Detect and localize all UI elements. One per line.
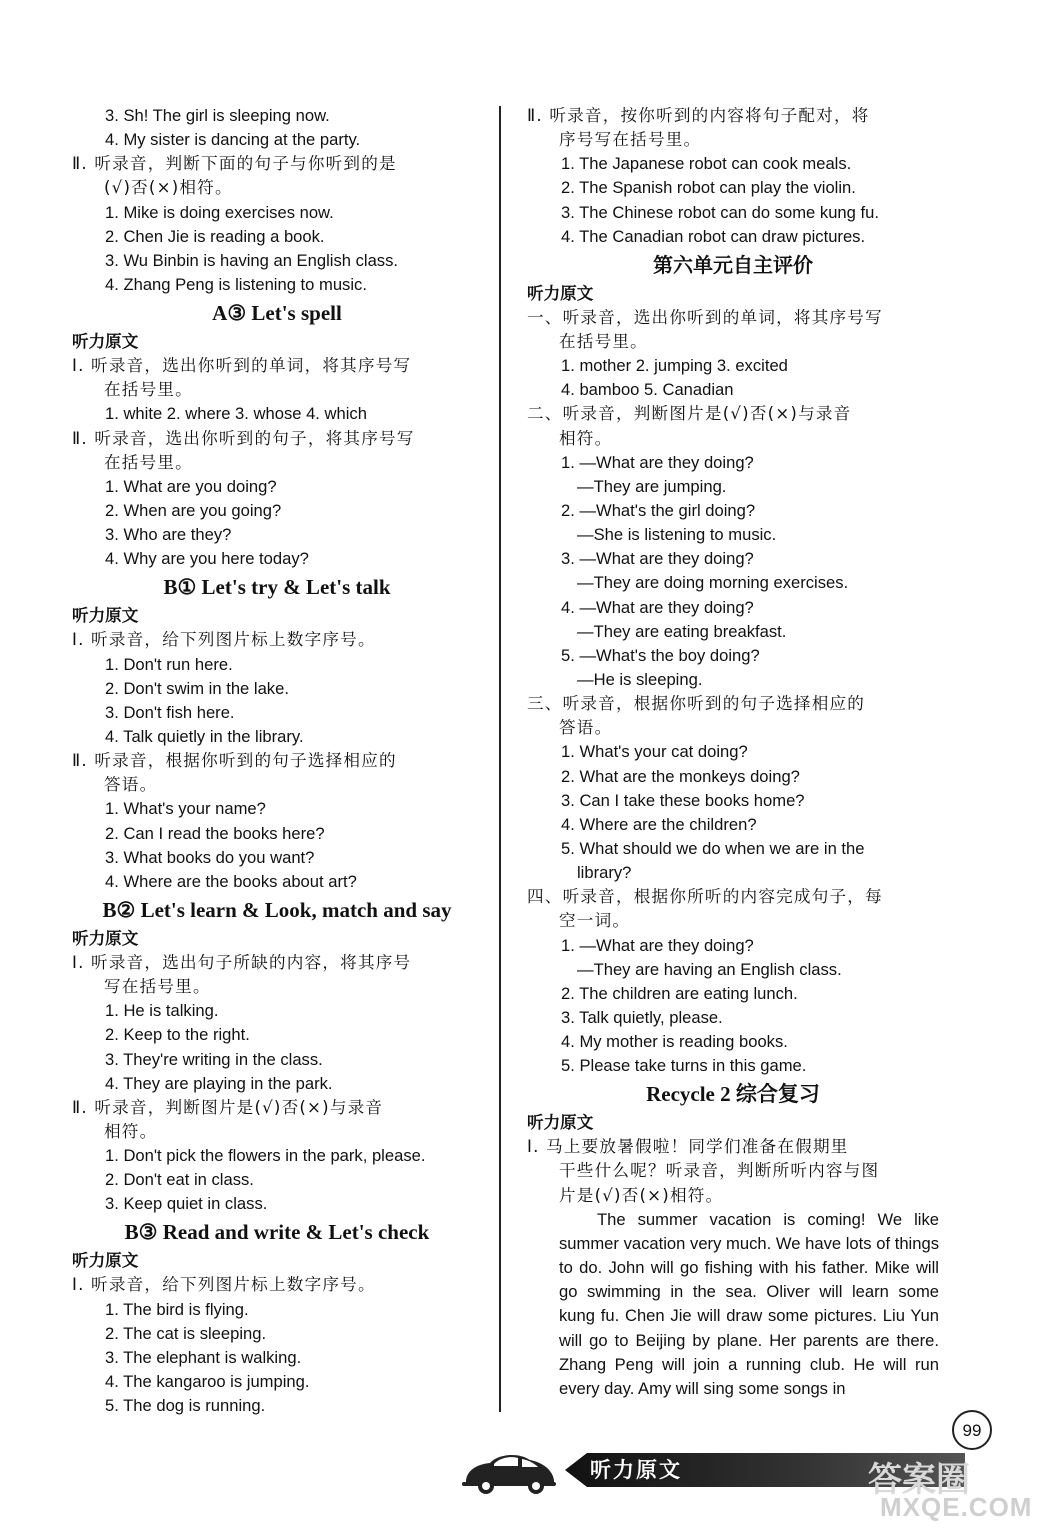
- question-instruction: Ⅰ. 听录音，给下列图片标上数字序号。: [72, 630, 376, 650]
- list-item: 1. Don't run here.: [105, 654, 233, 674]
- watermark-url: MXQE.COM: [880, 1492, 1033, 1522]
- page-number: 99: [952, 1410, 992, 1450]
- list-item: 4. Why are you here today?: [105, 549, 309, 569]
- list-item: 1. mother 2. jumping 3. excited: [561, 356, 788, 376]
- question-instruction: Ⅱ. 听录音，根据你听到的句子选择相应的: [72, 751, 397, 771]
- question-instruction-cont: 答语。: [559, 718, 613, 738]
- list-item: 5. What should we do when we are in the: [561, 838, 865, 858]
- watermark-logo: 答案圈: [868, 1460, 970, 1500]
- list-item: 3. What books do you want?: [105, 847, 315, 867]
- list-item: —He is sleeping.: [577, 669, 703, 689]
- list-item: 4. Talk quietly in the library.: [105, 726, 304, 746]
- list-item: 1. —What are they doing?: [561, 935, 754, 955]
- list-item: 1. The bird is flying.: [105, 1299, 249, 1319]
- list-item: 1. The Japanese robot can cook meals.: [561, 154, 852, 174]
- passage-text: The summer vacation is coming! We like summer vacation very much. We have lots of things to do. John will go fishing with his father. Mike will go swimming in the sea. Oliver will learn some kung fu. Chen Jie will draw some pictures. Liu Yun will go to Beijing by plane. Her parents are there. Zhang Peng will join a running club. He will run every day. Amy will sing some songs in: [559, 1209, 939, 1398]
- list-item: 5. —What's the boy doing?: [561, 645, 760, 665]
- footer-label: 听力原文: [590, 1458, 682, 1482]
- question-instruction: Ⅱ. 听录音，按你听到的内容将句子配对，将: [527, 106, 870, 125]
- question-instruction: 三、听录音，根据你听到的句子选择相应的: [527, 694, 866, 714]
- question-instruction-cont: 在括号里。: [104, 452, 193, 472]
- question-instruction-cont: 写在括号里。: [104, 977, 211, 997]
- list-item: 2. When are you going?: [105, 500, 282, 520]
- list-item: 4. The Canadian robot can draw pictures.: [561, 226, 866, 246]
- right-column: [527, 104, 939, 1401]
- list-item: 1. What's your cat doing?: [561, 742, 748, 762]
- section-title: A③ Let's spell: [212, 301, 342, 326]
- list-item: —They are eating breakfast.: [577, 621, 787, 641]
- list-item: 4. My mother is reading books.: [561, 1032, 788, 1052]
- section-label: 听力原文: [72, 1251, 139, 1271]
- list-item: library?: [577, 863, 632, 883]
- list-item: —They are doing morning exercises.: [577, 573, 849, 593]
- question-instruction: Ⅱ. 听录音，选出你听到的句子，将其序号写: [72, 428, 415, 448]
- list-item: 4. bamboo 5. Canadian: [561, 380, 734, 400]
- list-item: 1. Don't pick the flowers in the park, please.: [105, 1146, 426, 1166]
- list-item: 3. The Chinese robot can do some kung fu.: [561, 202, 879, 222]
- question-instruction: 二、听录音，判断图片是(√)否(×)与录音: [527, 404, 852, 424]
- list-item: 3. They're writing in the class.: [105, 1049, 323, 1069]
- list-item: 4. The kangaroo is jumping.: [105, 1372, 310, 1392]
- list-item: 5. Please take turns in this game.: [561, 1056, 807, 1076]
- section-label: 听力原文: [72, 928, 139, 948]
- section-title: B③ Read and write & Let's check: [124, 1220, 430, 1245]
- question-instruction: 四、听录音，根据你所听的内容完成句子，每: [527, 887, 883, 907]
- question-instruction: Ⅰ. 马上要放暑假啦！同学们准备在假期里: [527, 1137, 849, 1157]
- list-item: 3. Who are they?: [105, 525, 232, 545]
- question-instruction-cont: 空一词。: [559, 911, 631, 931]
- list-item: —They are having an English class.: [577, 959, 842, 979]
- list-item: 2. —What's the girl doing?: [561, 500, 756, 520]
- list-item: 2. Can I read the books here?: [105, 823, 325, 843]
- list-item: 1. He is talking.: [105, 1001, 219, 1021]
- section-label: 听力原文: [72, 332, 139, 352]
- list-item: 3. Don't fish here.: [105, 702, 235, 722]
- question-instruction-cont: 干些什么呢？听录音，判断所听内容与图: [559, 1161, 880, 1181]
- list-item: 2. The cat is sleeping.: [105, 1323, 267, 1343]
- list-item: —They are jumping.: [577, 476, 727, 496]
- column-divider: [499, 106, 501, 1412]
- left-column: [72, 104, 482, 1418]
- list-item: 4. Where are the books about art?: [105, 871, 357, 891]
- question-instruction: 一、听录音，选出你听到的单词，将其序号写: [527, 307, 883, 327]
- list-item: —She is listening to music.: [577, 525, 777, 545]
- section-title: B① Let's try & Let's talk: [163, 575, 391, 600]
- list-item: 4. —What are they doing?: [561, 597, 754, 617]
- question-instruction: Ⅰ. 听录音，选出句子所缺的内容，将其序号: [72, 952, 412, 972]
- list-item: 1. What's your name?: [105, 799, 266, 819]
- list-item: 3. —What are they doing?: [561, 549, 754, 569]
- list-item: 3. Keep quiet in class.: [105, 1194, 268, 1214]
- list-item: 1. What are you doing?: [105, 476, 277, 496]
- section-title: Recycle 2 综合复习: [646, 1082, 820, 1107]
- question-instruction-cont: 序号写在括号里。: [559, 130, 702, 150]
- question-instruction: Ⅱ. 听录音，判断图片是(√)否(×)与录音: [72, 1097, 384, 1117]
- list-item: 2. Chen Jie is reading a book.: [105, 226, 325, 246]
- section-title: B② Let's learn & Look, match and say: [102, 897, 452, 922]
- question-instruction: Ⅰ. 听录音，给下列图片标上数字序号。: [72, 1275, 376, 1295]
- list-item: 4. Zhang Peng is listening to music.: [105, 274, 367, 294]
- section-label: 听力原文: [72, 606, 139, 626]
- question-instruction: Ⅰ. 听录音，选出你听到的单词，将其序号写: [72, 356, 412, 376]
- list-item: 1. Mike is doing exercises now.: [105, 202, 334, 222]
- list-item: 2. What are the monkeys doing?: [561, 766, 800, 786]
- section-label: 听力原文: [527, 1113, 594, 1133]
- list-item: 3. Wu Binbin is having an English class.: [105, 250, 399, 270]
- list-item: 3. Sh! The girl is sleeping now.: [105, 106, 330, 125]
- list-item: 2. Don't swim in the lake.: [105, 678, 289, 698]
- list-item: 2. Keep to the right.: [105, 1025, 250, 1045]
- list-item: 2. The children are eating lunch.: [561, 983, 798, 1003]
- list-item: 4. Where are the children?: [561, 814, 757, 834]
- list-item: 4. My sister is dancing at the party.: [105, 130, 361, 150]
- car-icon: [460, 1446, 560, 1496]
- list-item: 1. —What are they doing?: [561, 452, 754, 472]
- question-instruction-cont: 答语。: [104, 775, 158, 795]
- question-instruction-cont: 在括号里。: [104, 380, 193, 400]
- list-item: 3. Talk quietly, please.: [561, 1007, 723, 1027]
- question-instruction-cont: 相符。: [104, 1121, 158, 1141]
- list-item: 3. Can I take these books home?: [561, 790, 805, 810]
- question-instruction-cont: 片是(√)否(×)相符。: [559, 1185, 724, 1205]
- question-instruction: Ⅱ. 听录音，判断下面的句子与你听到的是: [72, 154, 397, 174]
- question-instruction-cont: 在括号里。: [559, 331, 648, 351]
- list-item: 5. The dog is running.: [105, 1396, 266, 1416]
- section-label: 听力原文: [527, 283, 594, 303]
- section-title: 第六单元自主评价: [653, 252, 813, 277]
- question-instruction-cont: 相符。: [559, 428, 613, 448]
- list-item: 2. The Spanish robot can play the violin.: [561, 178, 856, 198]
- list-item: 1. white 2. where 3. whose 4. which: [105, 404, 367, 424]
- list-item: 3. The elephant is walking.: [105, 1347, 302, 1367]
- question-instruction-cont: (√)否(×)相符。: [104, 178, 233, 198]
- list-item: 4. They are playing in the park.: [105, 1073, 333, 1093]
- list-item: 2. Don't eat in class.: [105, 1170, 254, 1190]
